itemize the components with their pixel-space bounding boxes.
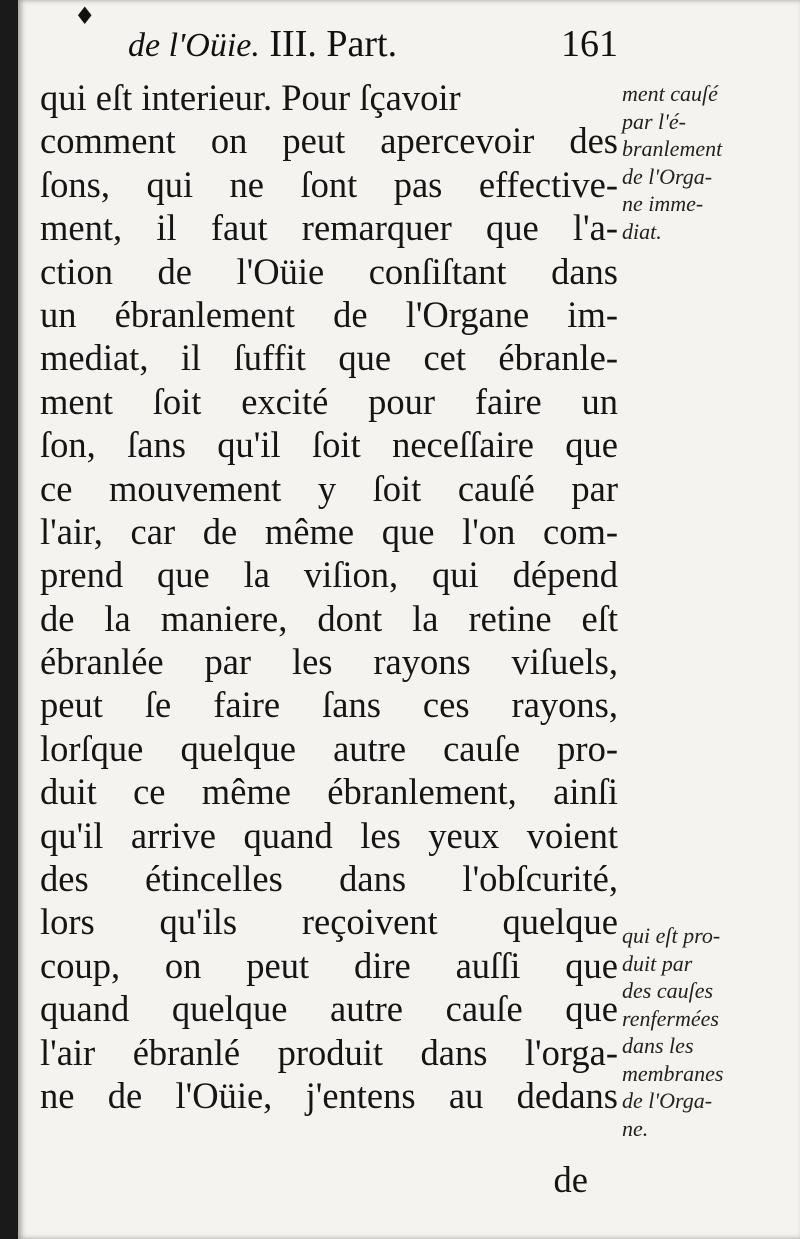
text-line: qu'il arrive quand les yeux voient — [40, 814, 618, 856]
catchword: de — [553, 1159, 588, 1200]
text-line: l'air ébranlé produit dans l'orga- — [40, 1031, 618, 1073]
margin-note-line: ne. — [622, 1115, 649, 1141]
book-page — [18, 0, 800, 1239]
text-line: comment on peut apercevoir des — [40, 120, 618, 162]
margin-note-line: branlement — [622, 136, 723, 161]
margin-note-line: dans les — [622, 1033, 694, 1058]
text-line: de la maniere, dont la retine eſt — [40, 597, 618, 639]
text-line: des étincelles dans l'obſcurité, — [40, 858, 618, 900]
running-title-italic: de l'Oüie. — [128, 27, 260, 64]
text-line: duit ce même ébranlement, ainſi — [40, 771, 618, 813]
running-title — [128, 22, 397, 66]
printer-mark-icon: ♦ — [74, 2, 96, 30]
margin-note-line: duit par — [622, 950, 693, 976]
margin-note-1 — [622, 80, 772, 245]
text-line: ction de l'Oüie conſiſtant dans — [40, 250, 618, 292]
text-line: lorſque quelque autre cauſe pro- — [40, 727, 618, 769]
margin-note-line: de l'Orga- — [622, 1088, 713, 1113]
margin-note-line: renfermées — [622, 1005, 719, 1031]
text-line: ment ſoit excité pour faire un — [40, 380, 618, 422]
margin-note-line: diat. — [622, 218, 662, 244]
text-line: quand quelque autre cauſe que — [40, 988, 618, 1030]
text-line: ſons, qui ne ſont pas effective- — [40, 163, 618, 205]
text-line: ſon, ſans qu'il ſoit neceſſaire que — [40, 424, 618, 466]
text-line: ébranlée par les rayons viſuels, — [40, 641, 618, 683]
text-line: ment, il faut remarquer que l'a- — [40, 207, 618, 249]
text-line: qui eſt interieur. Pour ſçavoir — [40, 77, 461, 118]
text-line: lors qu'ils reçoivent quelque — [40, 901, 618, 943]
running-title-roman: III. Part. — [269, 23, 398, 65]
text-line: peut ſe faire ſans ces rayons, — [40, 684, 618, 726]
text-line: ne de l'Oüie, j'entens au dedans — [40, 1074, 618, 1116]
page-number: 161 — [561, 23, 618, 65]
margin-note-line: ment cauſé — [622, 81, 718, 106]
margin-note-line: de l'Orga- — [622, 163, 713, 189]
body-text — [40, 76, 618, 1117]
margin-note-line: membranes — [622, 1060, 724, 1086]
margin-note-line: qui eſt pro- — [622, 923, 721, 948]
text-line: l'air, car de même que l'on com- — [40, 510, 618, 552]
text-line: un ébranlement de l'Organe im- — [40, 293, 618, 335]
text-line: ce mouvement y ſoit cauſé par — [40, 467, 618, 509]
margin-note-line: des cauſes — [622, 978, 714, 1003]
margin-note-2 — [622, 922, 772, 1142]
margin-note-line: par l'é- — [622, 108, 686, 134]
text-line: mediat, il ſuffit que cet ébranle- — [40, 337, 618, 379]
text-line: coup, on peut dire auſſi que — [40, 944, 618, 986]
running-header — [128, 22, 618, 66]
text-line: prend que la viſion, qui dépend — [40, 554, 618, 596]
margin-note-line: ne imme- — [622, 191, 704, 216]
